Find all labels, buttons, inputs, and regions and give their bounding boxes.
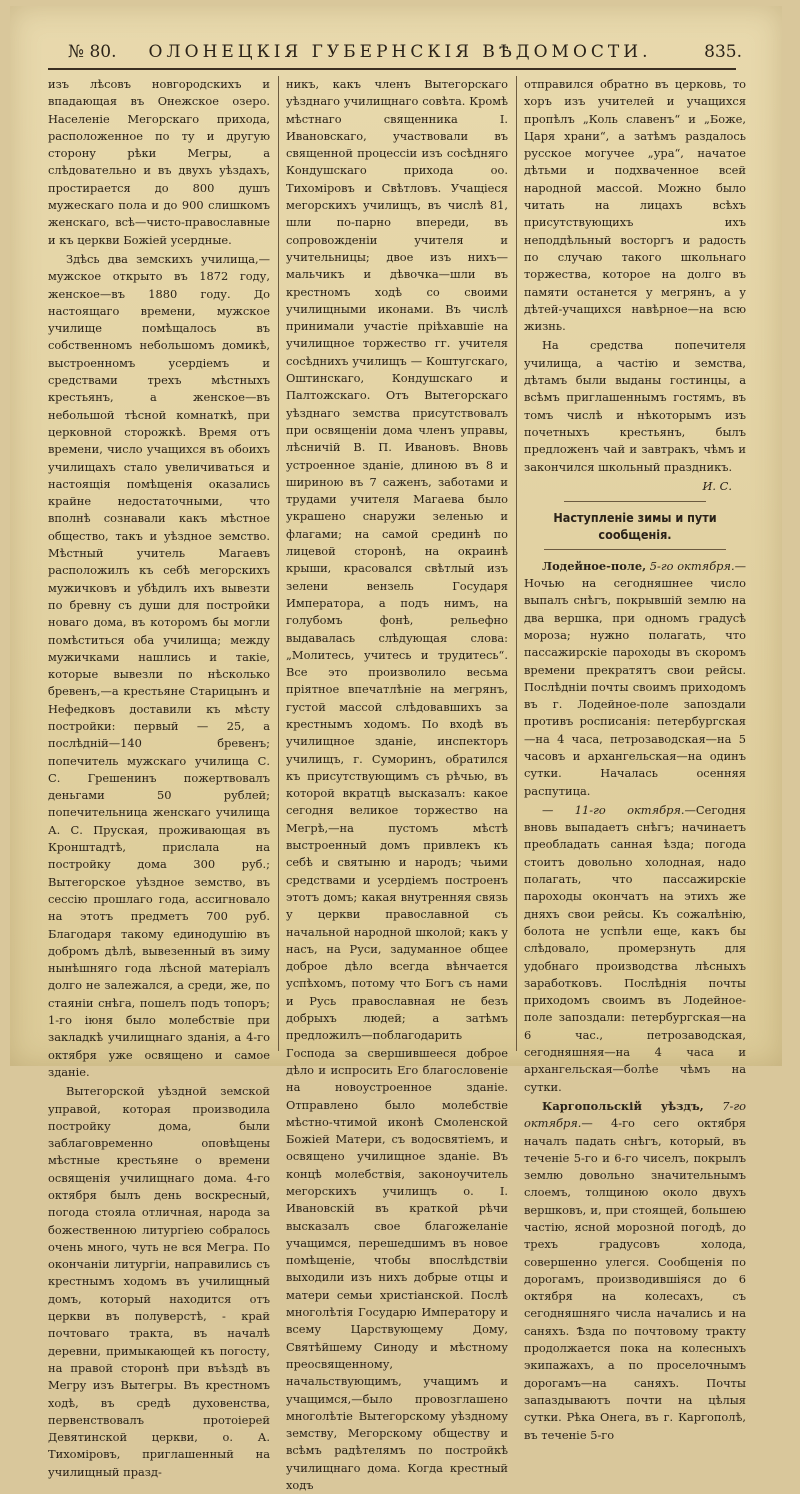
- header-rule: [48, 68, 736, 70]
- paragraph: На средства попечителя училища, а частію и земства, дѣтамъ были выданы гостинцы, а всѣмъ приглашеннымъ гостямъ, въ томъ числѣ и нѣкоторымъ изъ почетныхъ крестьянъ, былъ предложенъ чай и завтракъ, чѣмъ и закончился школьный праздникъ.: [524, 338, 746, 474]
- section-title: Наступленіе зимы и пути сообщенія.: [524, 509, 746, 544]
- news-location: Каргопольскій уѣздъ,: [542, 1098, 704, 1113]
- column-divider: [516, 76, 517, 1051]
- news-date: 7-го октября.: [524, 1098, 746, 1131]
- paragraph: Вытегорской уѣздной земской управой, которая производила постройку дома, были заблаговременно оповѣщены мѣстные крестьяне о времени освященія училищнаго дома. 4-го октября былъ день воскресный, погода стояла отличная, народа за божественною литургіею собралось очень много, чуть не вся Мегра. По окончаніи литургіи, направились съ крестнымъ ходомъ въ училищный домъ, который находится отъ церкви въ полуверстѣ, - край почтоваго тракта, въ началѣ деревни, примыкающей къ погосту, на правой сторонѣ при въѣздѣ въ Мегру изъ Вытегры. Въ крестномъ ходѣ, въ средѣ духовенства, первенствовалъ протоіерей Девятинской церкви, о. А. Тихоміровъ, приглашенный на училищный празд-: [48, 1084, 270, 1479]
- news-text: — 4-го сего октября началъ падать снѣгъ, который, въ теченіе 5-го и 6-го чиселъ, покрылъ землю довольно значительнымъ слоемъ, толщиною около двухъ вершковъ, и, при стоящей, большею частію, ясной морозной погодѣ, до трехъ градусовъ холода, совершенно улегся. Сообщенія по дорогамъ, производившіяся до 6 октября на колесахъ, съ сегодняшняго числа начались и на саняхъ. Ѣзда по почтовому тракту продолжается пока на колесныхъ экипажахъ, а по проселочнымъ дорогамъ—на саняхъ. Почты запаздываютъ почти на цѣлыя сутки. Рѣка Онега, въ г. Каргополѣ, въ теченіе 5-го: [524, 1116, 746, 1442]
- paragraph: отправился обратно въ церковь, то хоръ изъ учителей и учащихся пропѣлъ „Коль славенъ“ и „Боже, Царя храни“, а затѣмъ раздалось русское могучее „ура“, начатое дѣтьми и подхваченное всей народной массой. Можно было читать на лицахъ всѣхъ присутствующихъ ихъ неподдѣльный восторгъ и радость по случаю такого школьнаго торжества, которое на долго въ памяти останется у мегрянъ, а у дѣтей-учащихся навѣрное—на всю жизнь.: [524, 77, 746, 334]
- news-item: [524, 1098, 746, 1444]
- news-date: — 11-го октября.: [542, 802, 685, 817]
- news-item: [524, 558, 746, 800]
- news-location: Лодейное-поле,: [542, 558, 647, 573]
- issue-number: № 80.: [68, 42, 117, 62]
- column-2: [286, 76, 508, 1493]
- article-signature: И. С.: [702, 478, 732, 493]
- news-text: —Сегодня вновь выпадаетъ снѣгъ; начинаетъ преобладать санная ѣзда; погода стоитъ довольно холодная, надо полагать, что пассажирскіе пароходы окончатъ на этихъ же дняхъ свои рейсы. Къ сожалѣнію, болота не успѣли еще, какъ бы слѣдовало, промерзнуть для удобнаго производства лѣсныхъ заработковъ. Послѣднія почты приходомъ своимъ въ Лодейное-поле запоздали: петербургская—на 6 час., петрозаводская, сегодняшняя—на 4 часа и архангельская—болѣе чѣмъ на сутки.: [524, 802, 746, 1094]
- news-item: [524, 802, 746, 1096]
- paragraph: никъ, какъ членъ Вытегорскаго уѣзднаго училищнаго совѣта. Кромѣ мѣстнаго священника І. Ивановскаго, участвовали въ священной процессіи изъ сосѣдняго Кондушскаго прихода оо. Тихоміровъ и Свѣтловъ. Учащіеся мегорскихъ училищъ, въ числѣ 81, шли по-парно впереди, въ сопровожденіи учителя и учительницы; двое изъ нихъ—мальчикъ и дѣвочка—шли въ крестномъ ходѣ со своими училищными иконами. Въ числѣ принимали участіе пріѣхавшіе на училищное торжество гг. учителя сосѣднихъ училищъ — Коштугскаго, Оштинскаго, Кондушскаго и Палтожскаго. Отъ Вытегорскаго уѣзднаго земства присутствовалъ при освященіи дома членъ управы, лѣсничій В. П. Ивановъ. Вновь устроенное зданіе, длиною въ 8 и шириною въ 7 саженъ, заботами и трудами учителя Магаева было украшено снаружи зеленью и флагами; на самой срединѣ по лицевой сторонѣ, на окраинѣ крыши, красовался свѣтлый изъ зелени вензель Государя Императора, а подъ нимъ, на голубомъ фонѣ, рельефно выдавалась слѣдующая слова: „Молитесь, учитесь и трудитесь“. Все это произволило весьма пріятное впечатлѣніе на мегрянъ, густой массой слѣдовавшихъ за крестнымъ ходомъ. По входѣ въ училищное зданіе, инспекторъ училищъ, г. Суморинъ, обратился къ присутствующимъ съ рѣчью, въ которой вкратцѣ высказалъ: какое сегодня великое торжество на Мегрѣ,—на пустомъ мѣстѣ выстроенный домъ привлекъ къ себѣ и святыню и народъ; чьими средствами и усердіемъ построенъ этотъ домъ; какая внутренняя связь у церкви православной съ начальной народной школой; какъ у насъ, на Руси, задуманное общее доброе дѣло всегда вѣнчается успѣхомъ, потому что Богъ съ нами и Русь православная не безъ добрыхъ людей; а затѣмъ предложилъ—поблагодарить Господа за свершившееся доброе дѣло и испросить Его благословеніе на новоустроенное зданіе. Отправлено было молебствіе мѣстно-чтимой иконѣ Смоленской Божіей Матери, съ водосвятіемъ, и освящено училищное зданіе. Въ концѣ молебствія, законоучитель мегорскихъ училищъ о. І. Ивановскій въ краткой рѣчи высказалъ свое благожеланіе учащимся, перешедшимъ въ новое помѣщеніе, чтобы впослѣдствіи выходили изъ нихъ добрые отцы и матери семьи христіанской. Послѣ многолѣтія Государю Императору и всему Царствующему Дому, Святѣйшему Синоду и мѣстному преосвященному, начальствующимъ, учащимъ и учащимся,—было провозглашено многолѣтіе Вытегорскому уѣздному земству, Мегорскому обществу и всѣмъ радѣтелямъ по постройкѣ училищнаго дома. Когда крестный ходъ: [286, 77, 508, 1493]
- newspaper-title: ОЛОНЕЦКІЯ ГУБЕРНСКІЯ ВѢДОМОСТИ.: [148, 42, 652, 62]
- column-divider: [278, 76, 279, 1051]
- column-3: [524, 76, 746, 1442]
- paragraph: изъ лѣсовъ новгородскихъ и впадающая въ Онежское озеро. Населеніе Мегорскаго прихода, расположенное по ту и другую сторону рѣки Мегры, а слѣдовательно и въ двухъ уѣздахъ, простирается до 800 душъ мужескаго пола и до 900 слишкомъ женскаго, всѣ—чисто-православные и къ церкви Божіей усердные.: [48, 77, 270, 247]
- page-number: 835.: [704, 42, 742, 62]
- news-date: 5-го октября.: [649, 558, 735, 573]
- news-text: — Ночью на сегодняшнее число выпалъ снѣгъ, покрывшій землю на два вершка, при одномъ градусѣ мороза; нужно полагать, что пассажирскіе пароходы въ скоромъ времени прекратятъ свои рейсы. Послѣдніи почты своимъ приходомъ въ г. Лодейное-поле запоздали противъ росписанія: петербургская—на 4 часа, петрозаводская—на 5 часовъ и архангельская—на одинъ сутки. Началась осенняя распутица.: [524, 558, 746, 798]
- column-1: [48, 76, 270, 1479]
- paragraph: Здѣсь два земскихъ училища,—мужское открыто въ 1872 году, женское—въ 1880 году. До настоящаго времени, мужское училище помѣщалось въ собственномъ небольшомъ домикѣ, выстроенномъ усердіемъ и средствами трехъ мѣстныхъ крестьянъ, а женское—въ небольшой тѣсной комнаткѣ, при церковной сторожкѣ. Время отъ времени, число учащихся въ обоихъ училищахъ стало увеличиваться и настоящія помѣщенія оказались крайне недостаточными, что вполнѣ сознавали какъ мѣстное общество, такъ и уѣздное земство. Мѣстный учитель Магаевъ расположилъ къ себѣ мегорскихъ мужичковъ и убѣдилъ ихъ вывезти по бревну съ души для постройки новаго дома, въ которомъ бы могли помѣститься оба училища; между мужичками нашлись и такіе, которые вывезли по нѣсколько бревенъ,—а крестьяне Старицынъ и Нефедковъ доставили къ мѣсту постройки: первый — 25, а послѣдній—140 бревенъ; попечитель мужскаго училища С. С. Грешенинъ пожертвовалъ деньгами 50 рублей; попечительница женскаго училища А. С. Пруская, проживающая въ Кронштадтѣ, прислала на постройку дома 300 руб.; Вытегорское уѣздное земство, въ сессію прошлаго года, ассигновало на этотъ предметъ 700 руб. Благодаря такому единодушію въ добромъ дѣлѣ, вывезенный въ зиму нынѣшняго года лѣсной матеріалъ долго не залежался, а среди, же, по стаяніи снѣга, пошелъ подъ топоръ; 1-го іюня было молебствіе при закладкѣ училищнаго зданія, а 4-го октября уже освящено и самое зданіе.: [48, 251, 270, 1079]
- page-header: [50, 42, 750, 70]
